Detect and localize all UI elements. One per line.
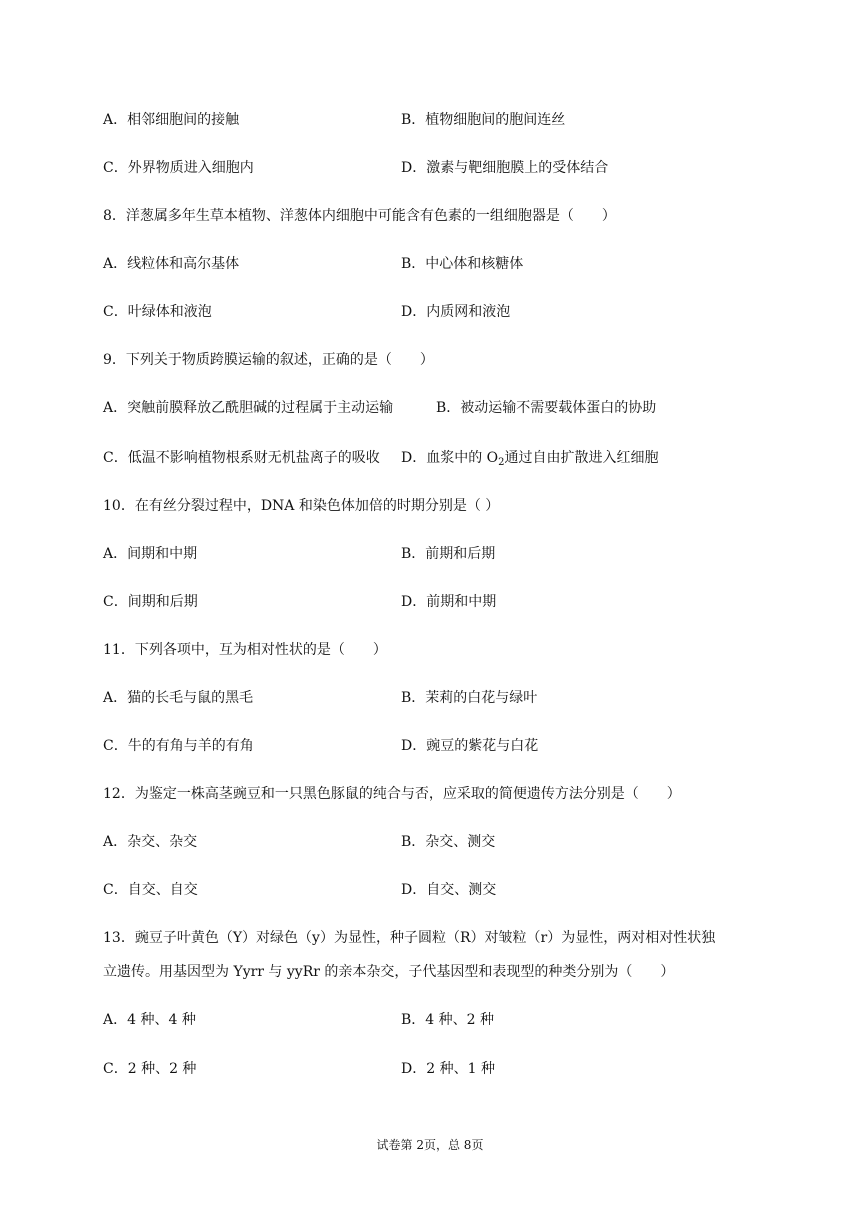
q9-option-d-suffix: 通过自由扩散进入红细胞 [504, 450, 659, 466]
q9-option-b: B．被动运输不需要载体蛋白的协助 [436, 400, 657, 416]
q12-option-c: C．自交、自交 [103, 882, 198, 898]
q11-option-d: D．豌豆的紫花与白花 [401, 738, 539, 754]
q8-option-b: B．中心体和核糖体 [401, 256, 524, 272]
q8-option-d: D．内质网和液泡 [401, 304, 511, 320]
q13-option-c: C．2 种、2 种 [103, 1061, 197, 1077]
q13-stem-line-1: 13．豌豆子叶黄色（Y）对绿色（y）为显性，种子圆粒（R）对皱粒（r）为显性，两对相对性状独 [103, 930, 716, 946]
q9-option-a: A．突触前膜释放乙酰胆碱的过程属于主动运输 [103, 400, 394, 416]
q10-option-b: B．前期和后期 [401, 546, 496, 562]
q13-option-d: D．2 种、1 种 [401, 1061, 495, 1077]
q10-option-c: C．间期和后期 [103, 594, 198, 610]
q9-option-d [401, 448, 659, 468]
q11-option-b: B．茉莉的白花与绿叶 [401, 690, 538, 706]
q12-option-a: A．杂交、杂交 [103, 834, 198, 850]
q10-stem: 10．在有丝分裂过程中，DNA 和染色体加倍的时期分别是（ ） [103, 498, 500, 514]
q9-stem: 9．下列关于物质跨膜运输的叙述，正确的是（ ） [103, 352, 434, 368]
q7-option-b: B．植物细胞间的胞间连丝 [401, 112, 566, 128]
q9-option-d-prefix: D．血浆中的 O [401, 450, 499, 466]
q10-option-d: D．前期和中期 [401, 594, 497, 610]
q7-option-a: A．相邻细胞间的接触 [103, 112, 240, 128]
q7-option-c: C．外界物质进入细胞内 [103, 160, 254, 176]
q8-option-a: A．线粒体和高尔基体 [103, 256, 240, 272]
q13-option-a: A．4 种、4 种 [103, 1012, 196, 1028]
q10-option-a: A．间期和中期 [103, 546, 198, 562]
q12-option-d: D．自交、测交 [401, 882, 497, 898]
q12-stem: 12．为鉴定一株高茎豌豆和一只黑色豚鼠的纯合与否，应采取的简便遗传方法分别是（ ） [103, 786, 681, 802]
q7-option-d: D．激素与靶细胞膜上的受体结合 [401, 160, 609, 176]
q11-option-a: A．猫的长毛与鼠的黑毛 [103, 690, 254, 706]
q8-option-c: C．叶绿体和液泡 [103, 304, 212, 320]
q9-option-c: C．低温不影响植物根系财无机盐离子的吸收 [103, 450, 380, 466]
q11-option-c: C．牛的有角与羊的有角 [103, 738, 254, 754]
q9-option-d-subscript: 2 [498, 457, 505, 468]
q11-stem: 11．下列各项中，互为相对性状的是（ ） [103, 642, 387, 658]
q13-stem-line-2: 立遗传。用基因型为 Yyrr 与 yyRr 的亲本杂交，子代基因型和表现型的种类分别为（ ） [103, 964, 675, 980]
page-footer: 试卷第 2页，总 8页 [376, 1138, 484, 1152]
q12-option-b: B．杂交、测交 [401, 834, 496, 850]
q8-stem: 8．洋葱属多年生草本植物、洋葱体内细胞中可能含有色素的一组细胞器是（ ） [103, 208, 616, 224]
q13-option-b: B．4 种、2 种 [401, 1012, 495, 1028]
